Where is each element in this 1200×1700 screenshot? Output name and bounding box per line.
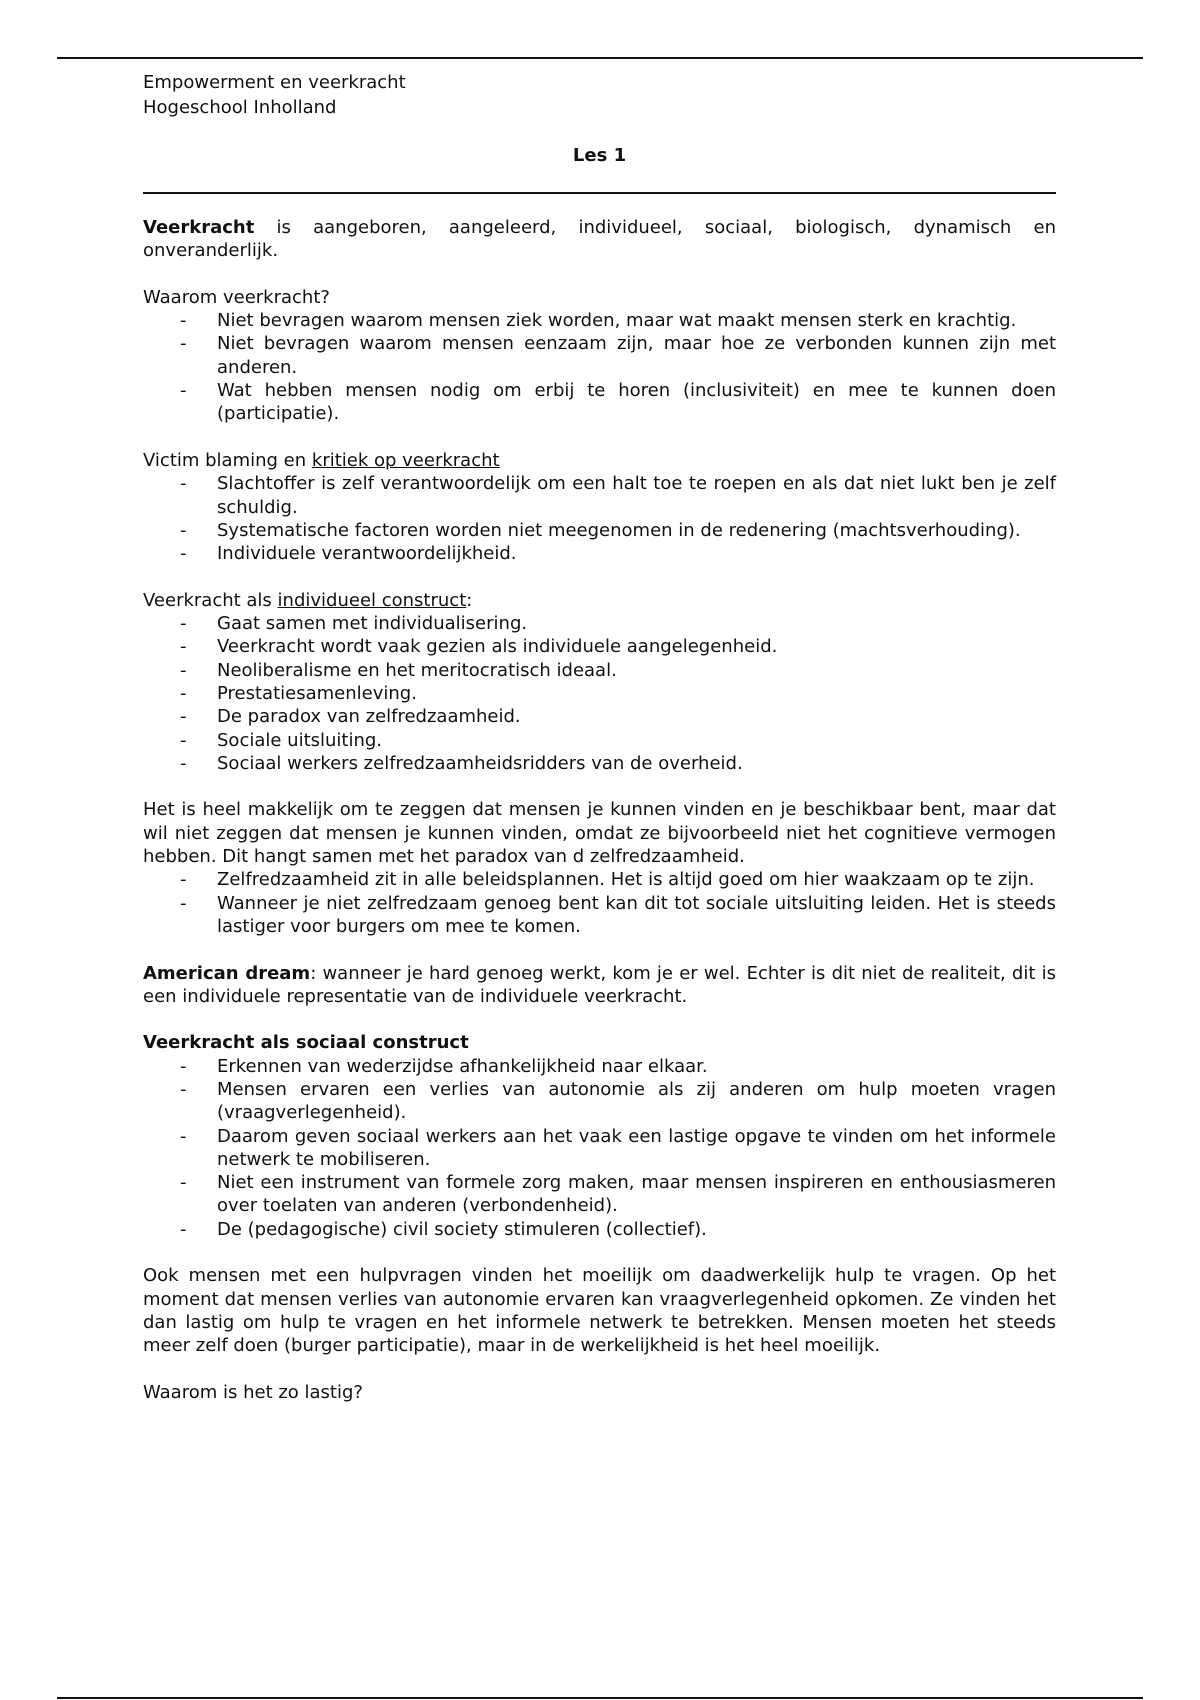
makkelijk-list	[143, 868, 1056, 938]
course-name: Empowerment en veerkracht	[143, 72, 406, 93]
hulpvragen-paragraph: Ook mensen met een hulpvragen vinden het moeilijk om daadwerkelijk hulp te vragen. Op het moment dat mensen verlies van autonomie ervaren kan vraagverlegenheid opkomen. Ze vinden het dan lastig om hulp te vragen en het informele netwerk te betrekken. Mensen moeten het steeds meer zelf doen (burger participatie), maar in de werkelijkheid is het heel moeilijk.	[143, 1265, 1056, 1357]
school-name: Hogeschool Inholland	[143, 97, 337, 118]
list-item: - Neoliberalisme en het meritocratisch ideaal.	[143, 659, 1056, 682]
closing-question: Waarom is het zo lastig?	[143, 1381, 363, 1403]
list-item: - Sociale uitsluiting.	[143, 729, 1056, 752]
intro-text: is aangeboren, aangeleerd, individueel, sociaal, biologisch, dynamisch en onveranderlijk.	[143, 217, 1056, 262]
list-item: - Daarom geven sociaal werkers aan het vaak een lastige opgave te vinden om het informele netwerk te mobiliseren.	[143, 1125, 1056, 1172]
list-item: - Systematische factoren worden niet meegenomen in de redenering (machtsverhouding).	[143, 519, 1056, 542]
underlined-term: kritiek op veerkracht	[311, 449, 500, 471]
lesson-title: Les 1	[572, 145, 627, 166]
section-heading-victim: Victim blaming en kritiek op veerkracht	[143, 449, 500, 471]
waarom-list	[143, 309, 1056, 425]
dream-term: American dream	[143, 962, 311, 984]
page-bottom-rule	[57, 1697, 1143, 1699]
list-item: - Veerkracht wordt vaak gezien als individuele aangelegenheid.	[143, 635, 1056, 658]
list-item: - Wanneer je niet zelfredzaam genoeg bent kan dit tot sociale uitsluiting leiden. Het is steeds lastiger voor burgers om mee te komen.	[143, 892, 1056, 939]
underlined-term: individueel construct	[277, 589, 467, 611]
individueel-list	[143, 612, 1056, 775]
list-item: - Niet bevragen waarom mensen ziek worden, maar wat maakt mensen sterk en krachtig.	[143, 309, 1056, 332]
list-item: - Erkennen van wederzijdse afhankelijkheid naar elkaar.	[143, 1055, 1056, 1078]
list-item: - Niet een instrument van formele zorg maken, maar mensen inspireren en enthousiasmeren over toelaten van anderen (verbondenheid).	[143, 1171, 1056, 1218]
intro-paragraph	[143, 216, 1056, 263]
title-rule	[143, 192, 1056, 194]
list-item: - Niet bevragen waarom mensen eenzaam zijn, maar hoe ze verbonden kunnen zijn met anderen.	[143, 332, 1056, 379]
list-item: - De paradox van zelfredzaamheid.	[143, 705, 1056, 728]
list-item: - Wat hebben mensen nodig om erbij te horen (inclusiviteit) en mee te kunnen doen (participatie).	[143, 379, 1056, 426]
sociaal-list	[143, 1055, 1056, 1241]
document-body	[143, 216, 1056, 1404]
section-heading-sociaal: Veerkracht als sociaal construct	[143, 1032, 469, 1054]
list-item: - Mensen ervaren een verlies van autonomie als zij anderen om hulp moeten vragen (vraagverlegenheid).	[143, 1078, 1056, 1125]
section-heading-waarom: Waarom veerkracht?	[143, 286, 330, 308]
list-item: - Gaat samen met individualisering.	[143, 612, 1056, 635]
page-top-rule	[57, 57, 1143, 59]
list-item: - Slachtoffer is zelf verantwoordelijk om een halt toe te roepen en als dat niet lukt ben je zelf schuldig.	[143, 472, 1056, 519]
list-item: - De (pedagogische) civil society stimuleren (collectief).	[143, 1218, 1056, 1241]
makkelijk-paragraph: Het is heel makkelijk om te zeggen dat mensen je kunnen vinden en je beschikbaar bent, maar dat wil niet zeggen dat mensen je kunnen vinden, omdat ze bijvoorbeeld niet het cognitieve vermogen hebben. Dit hangt samen met het paradox van d zelfredzaamheid.	[143, 799, 1056, 868]
victim-list	[143, 472, 1056, 565]
dream-paragraph: American dream: wanneer je hard genoeg werkt, kom je er wel. Echter is dit niet de realiteit, dit is een individuele representatie van de individuele veerkracht.	[143, 962, 1056, 1007]
section-heading-individueel: Veerkracht als individueel construct:	[143, 589, 473, 611]
document-header	[143, 70, 406, 120]
intro-term: Veerkracht	[143, 217, 255, 238]
list-item: - Prestatiesamenleving.	[143, 682, 1056, 705]
list-item: - Zelfredzaamheid zit in alle beleidsplannen. Het is altijd goed om hier waakzaam op te zijn.	[143, 868, 1056, 891]
list-item: - Individuele verantwoordelijkheid.	[143, 542, 1056, 565]
list-item: - Sociaal werkers zelfredzaamheidsridders van de overheid.	[143, 752, 1056, 775]
